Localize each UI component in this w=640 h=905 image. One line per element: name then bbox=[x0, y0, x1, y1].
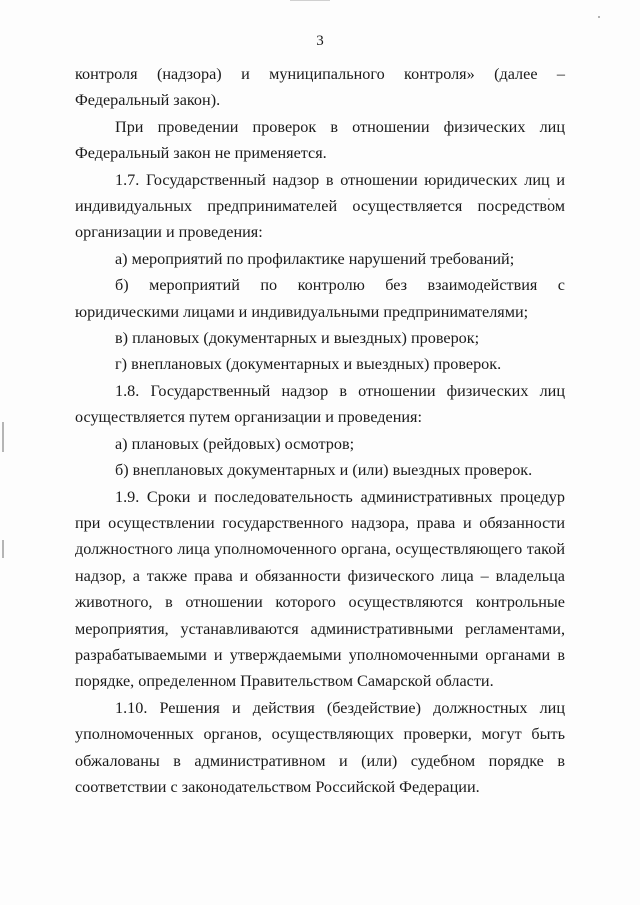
paragraph: 1.10. Решения и действия (бездействие) должностных лиц уполномоченных органов, осуществляющих проверки, могут быть обжалованы в административном и (или) судебном порядке в соответствии с законодательством Российской Федерации. bbox=[75, 698, 565, 796]
paragraph: а) плановых (рейдовых) осмотров; bbox=[115, 434, 355, 453]
paragraph: б) внеплановых документарных и (или) выездных проверок. bbox=[115, 461, 533, 480]
body-text bbox=[75, 61, 565, 800]
page-number: 3 bbox=[316, 33, 324, 49]
paragraph: контроля (надзора) и муниципального контроля» (далее – Федеральный закон). bbox=[75, 65, 565, 110]
paragraph: 1.9. Сроки и последовательность административных процедур при осуществлении государственного надзора, права и обязанности должностного лица уполномоченного органа, осуществляющего такой надзор, а также права и обязанности физического лица – владельца животного, в отношении которого осуществляются контрольные мероприятия, устанавливаются административными регламентами, разрабатываемыми и утверждаемыми уполномоченными органами в порядке, определенном Правительством Самарской области. bbox=[75, 487, 565, 691]
scan-artifact-edge bbox=[2, 422, 4, 452]
paragraph: 1.7. Государственный надзор в отношении юридических лиц и индивидуальных предпринимателей осуществляется посредством организации и проведения: bbox=[75, 170, 565, 242]
paragraph: При проведении проверок в отношении физических лиц Федеральный закон не применяется. bbox=[75, 117, 565, 163]
scan-artifact-line bbox=[290, 0, 330, 1]
paragraph: а) мероприятий по профилактике нарушений требований; bbox=[115, 249, 515, 268]
paragraph: в) плановых (документарных и выездных) проверок; bbox=[115, 329, 480, 348]
paragraph: 1.8. Государственный надзор в отношении физических лиц осуществляется путем организации и проведения: bbox=[75, 381, 565, 427]
paragraph: б) мероприятий по контролю без взаимодействия с юридическими лицами и индивидуальными предпринимателями; bbox=[75, 276, 565, 321]
scan-artifact-dot bbox=[598, 16, 600, 18]
scan-artifact-edge bbox=[2, 540, 4, 558]
paragraph: г) внеплановых (документарных и выездных) проверок. bbox=[115, 355, 502, 374]
